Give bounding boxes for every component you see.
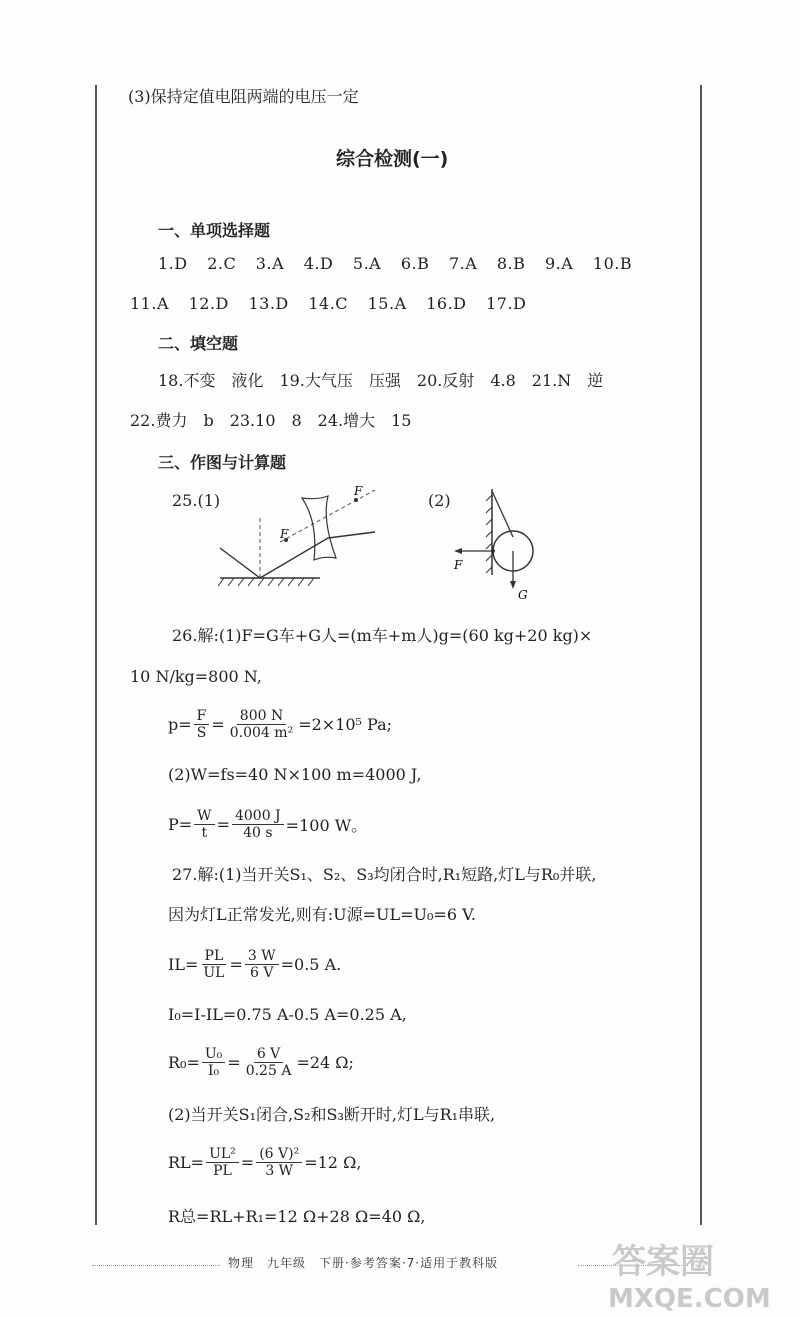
fraction: $\frac{4000 J}{40 s}$: [232, 808, 284, 841]
formula-rhs: =2×10⁵ Pa;: [298, 715, 393, 734]
section3-heading: 三、作图与计算题: [158, 453, 287, 472]
fraction: $\frac{6 V}{0.25 A}$: [245, 1046, 292, 1079]
choice-answer: 6.B: [400, 254, 430, 273]
choice-answer: 7.A: [448, 254, 478, 273]
top-line: (3)保持定值电阻两端的电压一定: [128, 87, 359, 106]
choice-answer: 15.A: [367, 294, 407, 313]
choice-answers-line2: [130, 293, 526, 315]
choice-answer: 8.B: [496, 254, 526, 273]
choice-answer: 12.D: [188, 294, 229, 313]
section2-heading: 二、填空题: [158, 334, 239, 353]
gravity-label: G: [518, 588, 528, 602]
work-line: (2)W=fs=40 N×100 m=4000 J,: [168, 765, 422, 784]
focus-label: F: [354, 484, 363, 498]
watermark-text: 答案圈: [612, 1242, 714, 1282]
choice-answer: 5.A: [352, 254, 382, 273]
fraction: $\frac{3 W}{6 V}$: [245, 948, 279, 981]
q27-line1: 27.解:(1)当开关S₁、S₂、S₃均闭合时,R₁短路,灯L与R₀并联,: [172, 865, 597, 884]
q26-line1: 26.解:(1)F=G车+G人=(m车+m人)g=(60 kg+20 kg)×: [172, 626, 593, 645]
fraction: $\frac{W}{t}$: [194, 808, 214, 841]
choice-answer: 11.A: [130, 294, 169, 313]
force-label: F: [454, 558, 463, 572]
choice-answer: 14.C: [308, 294, 349, 313]
q27-line3: (2)当开关S₁闭合,S₂和S₃断开时,灯L与R₁串联,: [168, 1105, 496, 1124]
page-title: 综合检测(一): [336, 148, 449, 170]
formula-lhs: RL=: [168, 1153, 205, 1172]
formula-rhs: =100 W。: [285, 816, 368, 835]
resistance-r0-formula: R₀= $\frac{\text{U₀}}{\text{I₀}}$ = $\frac{6 V}{0.25 A}$ =24 Ω;: [168, 1046, 354, 1079]
choice-answer: 17.D: [486, 294, 527, 313]
fraction: $\frac{F}{S}$: [194, 708, 210, 741]
fill-answers-line1: 18.不变 液化 19.大气压 压强 20.反射 4.8 21.N 逆: [158, 371, 604, 390]
choice-answer: 9.A: [545, 254, 574, 273]
choice-answer: 16.D: [426, 294, 467, 313]
choice-answer: 10.B: [592, 254, 633, 273]
fraction: $\frac{\text{(6 V)²}}{3 W}$: [256, 1146, 302, 1179]
q25-label: 25.(1): [172, 491, 221, 510]
q27-line2: 因为灯L正常发光,则有:U源=UL=U₀=6 V.: [168, 905, 476, 924]
watermark-url: MXQE.COM: [608, 1284, 771, 1314]
page-footer: 物理 九年级 下册·参考答案·7·适用于教科版: [228, 1256, 499, 1270]
left-margin-line: [95, 85, 97, 1225]
resistance-rl-formula: RL= $\frac{\text{UL²}}{PL}$ = $\frac{\text{(6 V)²}}{3 W}$ =12 Ω,: [168, 1146, 362, 1179]
choice-answer: 2.C: [207, 254, 237, 273]
q25-2-label: (2): [428, 491, 451, 510]
choice-answer: 3.A: [255, 254, 285, 273]
choice-answer: 4.D: [303, 254, 334, 273]
formula-lhs: P=: [168, 815, 193, 834]
focus-label: F: [280, 527, 289, 541]
watermark-logo: [602, 1235, 782, 1315]
right-margin-line: [700, 85, 702, 1225]
formula-rhs: =0.5 A.: [280, 955, 342, 974]
fraction: $\frac{\text{U₀}}{\text{I₀}}$: [202, 1046, 225, 1079]
formula-lhs: p=: [168, 715, 192, 734]
current-i0-line: I₀=I-IL=0.75 A-0.5 A=0.25 A,: [168, 1005, 407, 1024]
total-resistance-line: R总=RL+R₁=12 Ω+28 Ω=40 Ω,: [168, 1207, 426, 1226]
choice-answers-line1: [158, 253, 632, 275]
optics-diagram: [210, 480, 390, 590]
fraction: $\frac{PL}{UL}$: [203, 948, 225, 981]
fraction: $\frac{\text{UL²}}{PL}$: [206, 1146, 239, 1179]
current-formula: IL= $\frac{PL}{UL}$ = $\frac{3 W}{6 V}$ =0.5 A.: [168, 948, 342, 981]
fraction: $\frac{800 N}{\text{0.004 m²}}$: [229, 708, 294, 741]
power-formula: P= $\frac{W}{t}$ = $\frac{4000 J}{40 s}$ =100 W。: [168, 808, 368, 841]
force-diagram: [450, 485, 550, 605]
choice-answer: 1.D: [158, 254, 188, 273]
q26-line2: 10 N/kg=800 N,: [130, 667, 262, 686]
pressure-formula: p= $\frac{F}{S}$ = $\frac{800 N}{\text{0.004 m²}}$ =2×10⁵ Pa;: [168, 708, 393, 741]
formula-lhs: IL=: [168, 955, 199, 974]
formula-rhs: =12 Ω,: [304, 1153, 362, 1172]
formula-rhs: =24 Ω;: [296, 1053, 354, 1072]
choice-answer: 13.D: [248, 294, 289, 313]
fill-answers-line2: 22.费力 b 23.10 8 24.增大 15: [130, 411, 412, 430]
footer-rule-left: [92, 1265, 220, 1266]
section1-heading: 一、单项选择题: [158, 221, 271, 240]
formula-lhs: R₀=: [168, 1053, 200, 1072]
